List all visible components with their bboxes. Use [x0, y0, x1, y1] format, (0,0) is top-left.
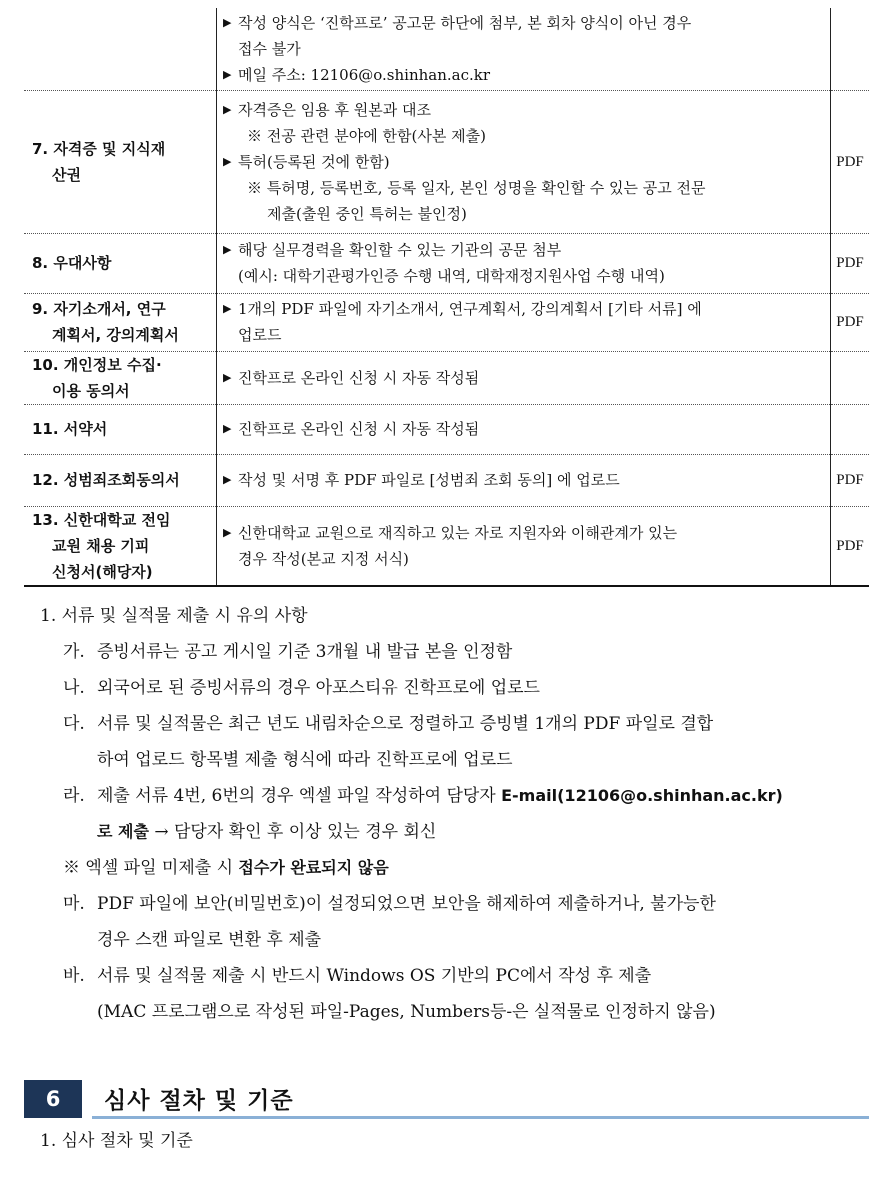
note-item [63, 958, 863, 1030]
note-text-part: ※ 엑셀 파일 미제출 시 [63, 858, 239, 878]
table-row [24, 454, 869, 506]
table-row [24, 233, 869, 293]
row-content [217, 351, 831, 404]
note-emphasis: 로 제출 [97, 822, 149, 841]
section-header [24, 1080, 869, 1120]
note-text [63, 814, 863, 850]
content-line: 작성 양식은 ‘진학프로’ 공고문 하단에 첨부, 본 회차 양식이 아닌 경우 [238, 13, 692, 32]
note-item [63, 670, 863, 706]
label-line: 9. 자기소개서, 연구 [32, 300, 166, 318]
row-label [24, 90, 217, 233]
row-label [24, 454, 217, 506]
note-item [63, 886, 863, 958]
note-text: 외국어로 된 증빙서류의 경우 아포스티유 진학프로에 업로드 [97, 678, 540, 698]
note-text-part: 제출 서류 4번, 6번의 경우 엑셀 파일 작성하여 담당자 [97, 786, 502, 806]
note-text: 서류 및 실적물은 최근 년도 내림차순으로 정렬하고 증빙별 1개의 PDF 파일로 결합 [97, 714, 714, 734]
bullet-icon: ▶ [223, 154, 232, 168]
bullet-icon: ▶ [223, 15, 232, 29]
content-line: 접수 불가 [238, 39, 301, 58]
table-row [24, 404, 869, 454]
note-reference [63, 850, 863, 886]
table-row [24, 8, 869, 90]
label-line: 7. 자격증 및 지식재 [32, 139, 166, 158]
table-row [24, 351, 869, 404]
note-marker: 나. [63, 678, 85, 698]
note-text: 증빙서류는 공고 게시일 기준 3개월 내 발급 본을 인정함 [97, 642, 513, 662]
row-format: PDF [831, 90, 870, 233]
content-line: 신한대학교 교원으로 재직하고 있는 자로 지원자와 이해관계가 있는 [238, 523, 678, 542]
bullet-icon: ▶ [223, 67, 232, 81]
row-label [24, 404, 217, 454]
content-line: (예시: 대학기관평가인증 수행 내역, 대학재정지원사업 수행 내역) [238, 267, 665, 285]
label-line: 12. 성범죄조회동의서 [32, 471, 180, 489]
row-format: PDF [831, 506, 870, 586]
row-content [217, 90, 831, 233]
bullet-icon: ▶ [223, 473, 232, 486]
table-row [24, 293, 869, 351]
row-format: PDF [831, 454, 870, 506]
bullet-icon: ▶ [223, 102, 232, 116]
note-text: PDF 파일에 보안(비밀번호)이 설정되었으면 보안을 해제하여 제출하거나, 불가능한 [97, 894, 716, 914]
bullet-icon: ▶ [223, 302, 232, 315]
note-marker: 마. [63, 894, 85, 914]
section-title: 심사 절차 및 기준 [104, 1088, 294, 1114]
row-label [24, 8, 217, 90]
content-line: 해당 실무경력을 확인할 수 있는 기관의 공문 첨부 [238, 241, 562, 259]
row-label [24, 351, 217, 404]
bullet-icon: ▶ [223, 422, 232, 435]
label-line: 산권 [52, 165, 81, 184]
table-row [24, 90, 869, 233]
content-line: ※ 전공 관련 분야에 한함(사본 제출) [247, 126, 486, 145]
content-line: 특허(등록된 것에 한함) [238, 152, 390, 171]
note-item [63, 706, 863, 778]
note-text [63, 778, 863, 814]
note-item [63, 778, 863, 850]
row-content [217, 454, 831, 506]
content-line: 진학프로 온라인 신청 시 자동 작성됨 [238, 420, 480, 438]
label-line: 신청서(해당자) [52, 562, 153, 581]
note-marker: 가. [63, 642, 85, 662]
note-marker: 바. [63, 966, 85, 986]
row-content [217, 506, 831, 586]
section-number-badge: 6 [24, 1080, 82, 1118]
row-label [24, 506, 217, 586]
row-content [217, 8, 831, 90]
note-text: (MAC 프로그램으로 작성된 파일-Pages, Numbers등-은 실적물로 인정하지 않음) [97, 1002, 716, 1022]
table-row [24, 506, 869, 586]
content-line: 자격증은 임용 후 원본과 대조 [238, 100, 431, 119]
content-line: 경우 작성(본교 지정 서식) [238, 549, 409, 568]
email-address: 메일 주소: 12106@o.shinhan.ac.kr [238, 65, 491, 84]
content-line: 진학프로 온라인 신청 시 자동 작성됨 [238, 368, 480, 387]
row-format [831, 351, 870, 404]
row-content [217, 233, 831, 293]
label-line: 계획서, 강의계획서 [52, 326, 179, 344]
note-text: 서류 및 실적물 제출 시 반드시 Windows OS 기반의 PC에서 작성 후 제출 [97, 966, 652, 986]
note-emphasis: 접수가 완료되지 않음 [238, 858, 389, 877]
note-marker: 다. [63, 714, 85, 734]
label-line: 8. 우대사항 [32, 254, 112, 272]
note-text: 하여 업로드 항목별 제출 형식에 따라 진학프로에 업로드 [97, 750, 513, 770]
content-line: 업로드 [238, 326, 282, 344]
content-line: 1개의 PDF 파일에 자기소개서, 연구계획서, 강의계획서 [기타 서류] 에 [238, 300, 702, 318]
note-item [63, 634, 863, 670]
row-format: PDF [831, 293, 870, 351]
note-text-part: → 담당자 확인 후 이상 있는 경우 회신 [148, 822, 437, 842]
content-line: 작성 및 서명 후 PDF 파일로 [성범죄 조회 동의] 에 업로드 [238, 471, 620, 489]
label-line: 이용 동의서 [52, 381, 130, 400]
subsection-heading: 1. 심사 절차 및 기준 [40, 1131, 193, 1151]
row-format [831, 404, 870, 454]
bullet-icon: ▶ [223, 525, 232, 539]
label-line: 13. 신한대학교 전임 [32, 510, 171, 529]
row-label [24, 293, 217, 351]
row-format: PDF [831, 233, 870, 293]
bullet-icon: ▶ [223, 370, 232, 384]
label-line: 10. 개인정보 수집· [32, 355, 162, 374]
label-line: 11. 서약서 [32, 420, 108, 438]
row-content [217, 404, 831, 454]
section-divider [92, 1116, 869, 1119]
note-marker: 라. [63, 786, 85, 806]
note-text: 경우 스캔 파일로 변환 후 제출 [97, 930, 322, 950]
content-line: ※ 특허명, 등록번호, 등록 일자, 본인 성명을 확인할 수 있는 공고 전문 [247, 178, 706, 197]
label-line: 교원 채용 기피 [52, 536, 150, 555]
requirements-table [24, 8, 869, 587]
contact-email: E-mail(12106@o.shinhan.ac.kr) [501, 786, 783, 805]
row-format [831, 8, 870, 90]
row-label [24, 233, 217, 293]
row-content [217, 293, 831, 351]
bullet-icon: ▶ [223, 243, 232, 256]
content-line: 제출(출원 중인 특허는 불인정) [267, 204, 467, 223]
notes-heading: 1. 서류 및 실적물 제출 시 유의 사항 [40, 606, 308, 626]
